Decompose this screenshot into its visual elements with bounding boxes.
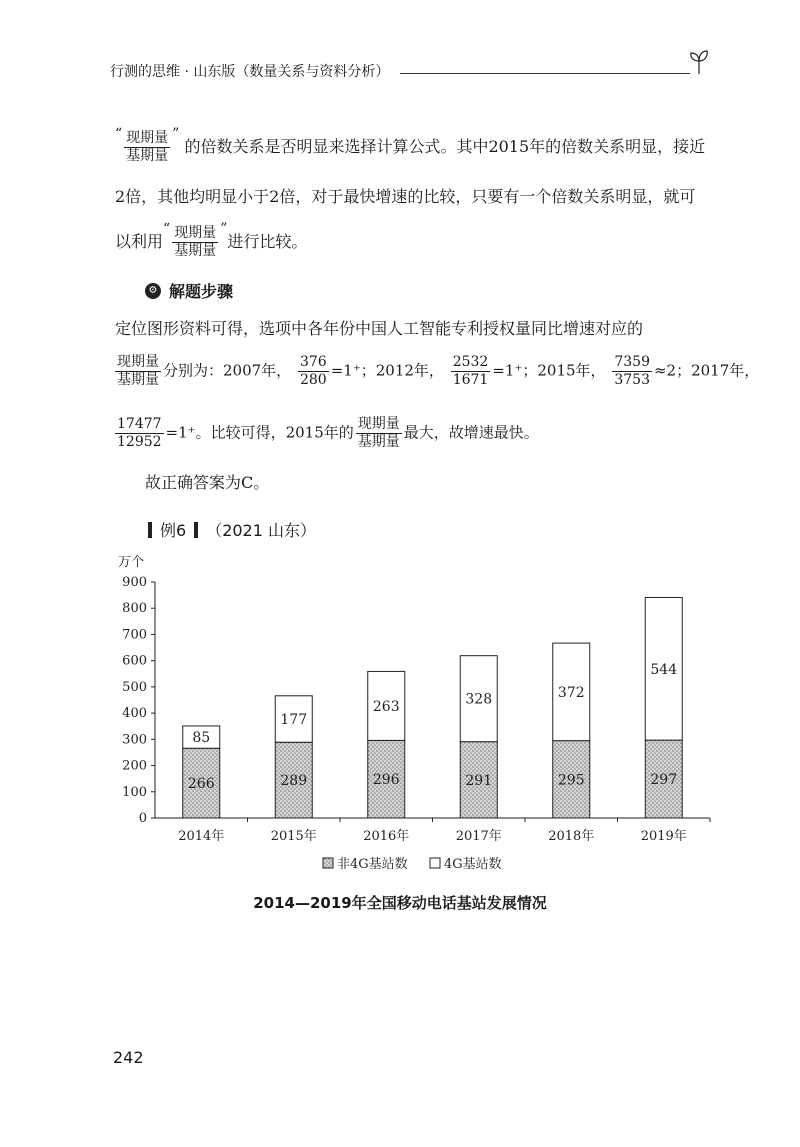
bar-label-non4g: 289 <box>280 773 308 790</box>
x-tick-label: 2018年 <box>548 829 595 844</box>
y-tick-label: 900 <box>122 575 147 590</box>
legend-swatch-4g <box>430 858 440 868</box>
x-tick-label: 2014年 <box>178 829 225 844</box>
bar-label-4g: 263 <box>372 698 400 715</box>
example-marker <box>148 522 152 538</box>
chart-caption: 2014—2019年全国移动电话基站发展情况 <box>253 894 547 912</box>
bar-label-4g: 328 <box>465 691 493 708</box>
section-heading <box>145 279 233 302</box>
y-tick-label: 200 <box>122 758 147 774</box>
header-rule <box>400 73 690 74</box>
legend-label-non4g: 非4G基站数 <box>337 857 408 872</box>
example-heading <box>148 518 316 541</box>
y-tick-label: 400 <box>122 706 147 722</box>
fraction: $\frac{\text{现期量}}{\text{基期量}}$ <box>174 225 217 259</box>
y-axis-label: 万个 <box>118 555 145 570</box>
section-title: 解题步骤 <box>169 282 234 301</box>
y-tick-label: 500 <box>122 679 147 695</box>
bar-label-non4g: 296 <box>372 772 400 789</box>
chart-svg <box>100 550 720 890</box>
answer-line: 故正确答案为C。 <box>145 473 270 492</box>
example-label: 例6 <box>160 521 187 540</box>
legend-label-4g: 4G基站数 <box>444 857 502 872</box>
bar-label-4g: 544 <box>650 661 678 678</box>
x-tick-label: 2015年 <box>270 829 317 844</box>
bar-chart <box>100 550 720 890</box>
bar-label-4g: 177 <box>280 712 308 729</box>
x-tick-label: 2017年 <box>455 829 502 844</box>
y-tick-label: 800 <box>122 601 147 617</box>
y-tick-label: 700 <box>122 627 147 643</box>
paragraph-line: 以利用“ $\frac{\text{现期量}}{\text{基期量}}$ ”进行比较。 <box>115 221 308 259</box>
x-tick-label: 2019年 <box>640 829 687 844</box>
paragraph-line: 2倍，其他均明显小于2倍，对于最快增速的比较，只要有一个倍数关系明显，就可 <box>115 187 696 206</box>
paragraph-line: “ $\frac{\text{现期量}}{\text{基期量}}$ ” 的倍数关系是否明显来选择计算公式。其中2015年的倍数关系明显，接近 <box>115 126 706 164</box>
bar-label-non4g: 297 <box>650 772 678 789</box>
bar-label-4g: 372 <box>557 684 585 701</box>
y-tick-label: 300 <box>122 732 147 748</box>
paragraph-line: $\frac{17477}{12952}$ =1⁺。比较可得，2015年的 $\frac{\text{现期量}}{\text{基期量}}$ 最大，故增速最快。 <box>117 416 539 450</box>
gear-icon: ⚙ <box>145 283 161 299</box>
paragraph-line: $\frac{\text{现期量}}{\text{基期量}}$ 分别为：2007年， $\frac{376}{280}$ =1⁺；2012年， $\frac{2532}{1671}$ =1⁺；2015年， $\frac{7359}{3753}$ ≈2；2017年， <box>117 354 760 388</box>
fraction: $\frac{\text{现期量}}{\text{基期量}}$ <box>126 130 169 164</box>
sprout-icon <box>688 48 710 74</box>
header-title: 行测的思维 · 山东版（数量关系与资料分析） <box>110 64 390 80</box>
bar-label-non4g: 291 <box>465 772 493 789</box>
y-tick-label: 100 <box>122 784 147 800</box>
y-tick-label: 0 <box>138 811 147 826</box>
x-tick-label: 2016年 <box>363 829 410 844</box>
bar-label-4g: 85 <box>192 730 211 747</box>
paragraph-text: 的倍数关系是否明显来选择计算公式。其中2015年的倍数关系明显，接近 <box>184 137 706 156</box>
bar-label-non4g: 295 <box>557 772 585 789</box>
paragraph-line: 定位图形资料可得，选项中各年份中国人工智能专利授权量同比增速对应的 <box>115 319 644 338</box>
legend-swatch-non4g <box>323 858 333 868</box>
page-number: 242 <box>113 1048 144 1067</box>
y-tick-label: 600 <box>122 653 147 669</box>
running-header <box>110 60 710 84</box>
bar-label-non4g: 266 <box>187 776 215 793</box>
example-source: （2021 山东） <box>206 521 316 540</box>
example-marker <box>194 522 198 538</box>
